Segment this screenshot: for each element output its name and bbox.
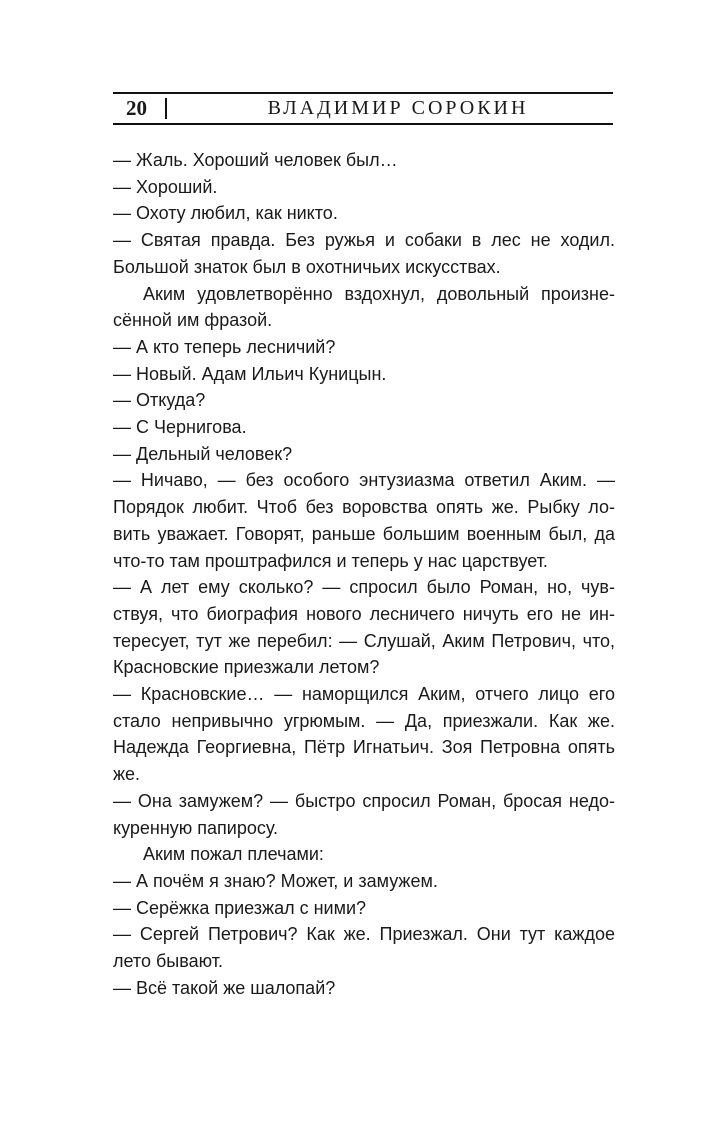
paragraph: — Дельный человек? — [113, 443, 293, 464]
paragraph: — Охоту любил, как никто. — [113, 203, 338, 224]
paragraph: Аким пожал плечами: — [143, 844, 324, 865]
running-header — [113, 92, 613, 124]
paragraph: — Откуда? — [113, 390, 206, 411]
paragraph: — Новый. Адам Ильич Куницын. — [113, 363, 387, 384]
paragraph: Аким удовлетворённо вздохнул, довольный произнесённой им фразой. — [113, 283, 615, 331]
running-title: ВЛАДИМИР СОРОКИН — [267, 97, 529, 119]
paragraph: — А почём я знаю? Может, и замужем. — [113, 870, 438, 891]
paragraph: — Жаль. Хороший человек был… — [113, 150, 398, 170]
paragraph: — Она замужем? — быстро спросил Роман, бросая недокуренную папиросу. — [113, 790, 615, 838]
paragraph: — Всё такой же шалопай? — [113, 977, 336, 998]
paragraph: — Святая правда. Без ружья и собаки в лес не ходил. Большой знаток был в охотничьих искусствах. — [113, 230, 615, 277]
header-separator — [165, 98, 167, 119]
paragraph: — Сергей Петрович? Как же. Приезжал. Они тут каждое лето бывают. — [113, 924, 615, 972]
page-number: 20 — [126, 96, 147, 120]
header-top-rule — [113, 92, 613, 94]
paragraph: — Серёжка приезжал с ними? — [113, 897, 367, 918]
paragraph: — А лет ему сколько? — спросил было Роман, но, чувствуя, что биография нового лесничего ничуть его не интересует, тут же перебил: — Слушай, Аким Петрович, что, Красновские приезжали летом? — [113, 577, 615, 678]
paragraph: — Хороший. — [113, 176, 218, 197]
paragraph: — А кто теперь лесничий? — [113, 336, 336, 357]
body-text — [113, 147, 615, 1002]
header-bottom-rule — [113, 123, 613, 125]
paragraph: — Ничаво, — без особого энтузиазма ответил Аким. — Порядок любит. Чтоб без воровства опять же. Рыбку ловить уважает. Говорят, раньше большим военным был, да что-то там проштрафился и теперь у нас царствует. — [113, 470, 615, 571]
paragraph: — Красновские… — наморщился Аким, отчего лицо его стало непривычно угрюмым. — Да, приезжали. Как же. Надежда Георгиевна, Пётр Игнатьич. Зоя Петровна опять же. — [113, 684, 615, 785]
paragraph: — С Чернигова. — [113, 417, 247, 438]
